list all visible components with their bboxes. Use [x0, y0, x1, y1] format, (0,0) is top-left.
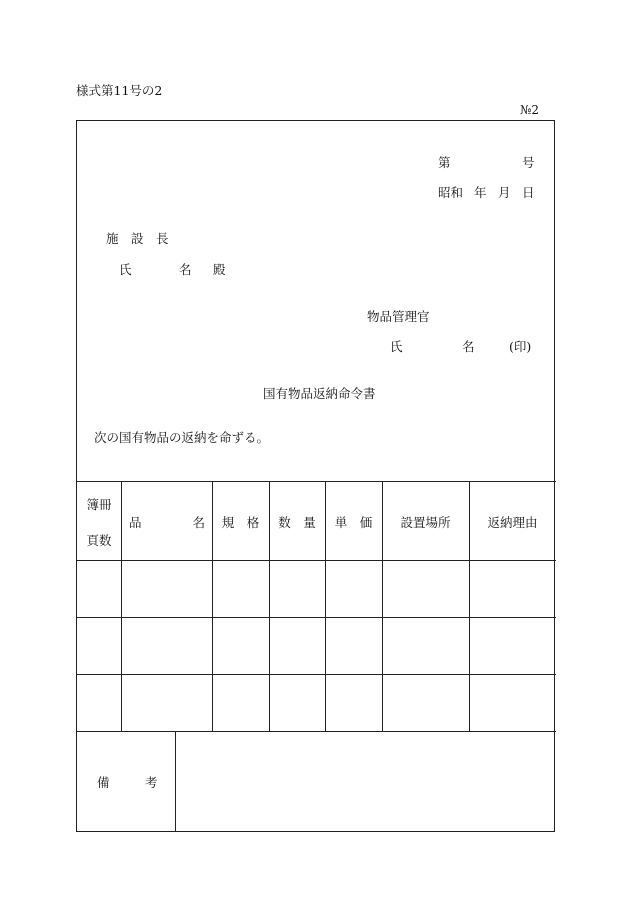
recipient-name-label-2: 名: [179, 262, 192, 277]
column-header-ledger-page: [77, 483, 121, 561]
recipient-title: 施 設 長: [106, 231, 169, 246]
table-cell[interactable]: [270, 675, 325, 731]
column-header-location: 設置場所: [400, 515, 451, 530]
table-cell[interactable]: [326, 561, 382, 617]
document-title: 国有物品返納命令書: [263, 386, 376, 401]
column-header-item-name-part2: 名: [192, 515, 206, 530]
table-cell[interactable]: [326, 675, 382, 731]
table-cell[interactable]: [213, 561, 269, 617]
date-month: 月: [498, 185, 511, 200]
date-day: 日: [522, 185, 535, 200]
issuer-seal: (印): [509, 339, 532, 354]
column-header-unit-price: 単 価: [334, 515, 373, 530]
table-top-border: [77, 481, 556, 482]
table-cell[interactable]: [470, 675, 556, 731]
remarks-field[interactable]: [176, 732, 555, 832]
remarks-label-part1: 備: [97, 775, 110, 790]
column-header-spec: 規 格: [221, 515, 260, 530]
table-cell[interactable]: [470, 561, 556, 617]
issue-number-suffix: 号: [522, 155, 535, 170]
date-era: 昭和: [438, 185, 464, 200]
table-cell[interactable]: [213, 618, 269, 674]
table-cell[interactable]: [122, 618, 212, 674]
table-cell[interactable]: [383, 561, 469, 617]
table-cell[interactable]: [326, 618, 382, 674]
issue-number-prefix: 第: [438, 155, 451, 170]
date-year: 年: [474, 185, 487, 200]
column-header-quantity: 数 量: [278, 515, 316, 530]
table-cell[interactable]: [270, 618, 325, 674]
recipient-honorific: 殿: [213, 262, 226, 277]
column-header-ledger: 簿冊: [86, 497, 112, 512]
column-header-page: 頁数: [86, 533, 112, 548]
recipient-name-label-1: 氏: [119, 262, 132, 277]
column-header-item-name: [121, 483, 212, 561]
issuer-name-label-2: 名: [462, 339, 475, 354]
table-cell[interactable]: [77, 618, 121, 674]
page-number: №2: [520, 103, 539, 117]
table-cell[interactable]: [383, 618, 469, 674]
issuer-name-label-1: 氏: [390, 339, 403, 354]
table-cell[interactable]: [270, 561, 325, 617]
table-cell[interactable]: [122, 561, 212, 617]
table-cell[interactable]: [77, 561, 121, 617]
table-cell[interactable]: [383, 675, 469, 731]
table-cell[interactable]: [470, 618, 556, 674]
column-header-item-name-part1: 品: [129, 515, 142, 530]
issuer-title: 物品管理官: [367, 309, 430, 324]
column-header-return-reason: 返納理由: [487, 515, 538, 530]
table-cell[interactable]: [122, 675, 212, 731]
table-cell[interactable]: [213, 675, 269, 731]
form-number: 様式第11号の2: [76, 83, 163, 98]
instruction-text: 次の国有物品の返納を命ずる。: [94, 430, 270, 445]
remarks-label-part2: 考: [145, 775, 158, 790]
table-cell[interactable]: [77, 675, 121, 731]
form-frame: [76, 120, 555, 832]
